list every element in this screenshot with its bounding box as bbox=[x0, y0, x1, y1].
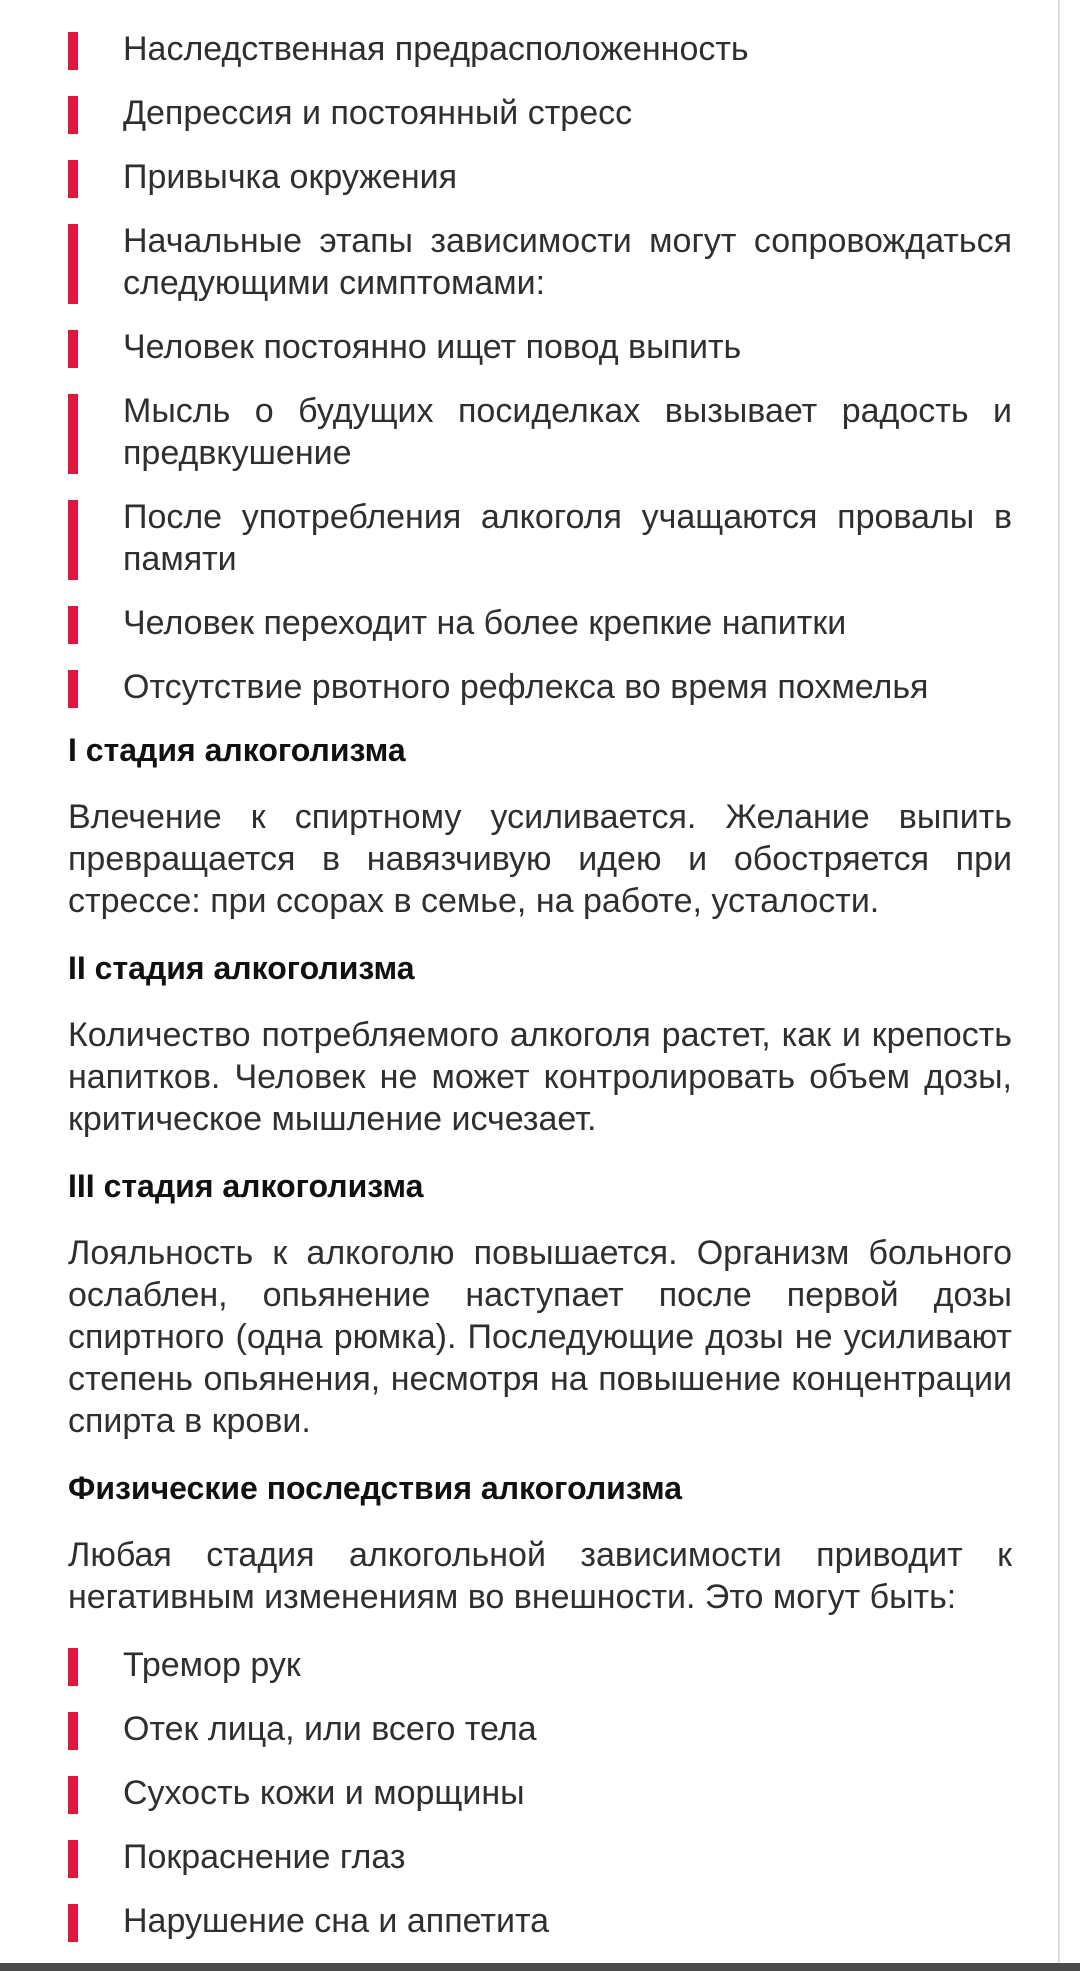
list-marker bbox=[68, 96, 78, 134]
list-item bbox=[68, 602, 1012, 644]
list-item bbox=[68, 1836, 1012, 1878]
list-item bbox=[68, 496, 1012, 580]
list-item-text: Отсутствие рвотного рефлекса во время похмелья bbox=[123, 668, 929, 706]
list-item-text: Отек лица, или всего тела bbox=[123, 1710, 537, 1748]
list-marker bbox=[68, 394, 78, 474]
stage2-paragraph: Количество потребляемого алкоголя растет, как и крепость напитков. Человек не может контролировать объем дозы, критическое мышление исчезает. bbox=[68, 1016, 1012, 1138]
list-marker bbox=[68, 606, 78, 644]
list-marker bbox=[68, 1776, 78, 1814]
list-marker bbox=[68, 1904, 78, 1942]
list-item-text: Начальные этапы зависимости могут сопровождаться следующими симптомами: bbox=[123, 222, 1012, 302]
list-item bbox=[68, 28, 1012, 70]
list-marker bbox=[68, 1840, 78, 1878]
list-marker bbox=[68, 32, 78, 70]
list-item-text: Сухость кожи и морщины bbox=[123, 1774, 525, 1812]
list-item-text: Покраснение глаз bbox=[123, 1838, 406, 1876]
list-item-text: Мысль о будущих посиделках вызывает радость и предвкушение bbox=[123, 392, 1012, 472]
list-marker bbox=[68, 330, 78, 368]
physical-symptoms-list bbox=[68, 1644, 1012, 1942]
list-item-text: Депрессия и постоянный стресс bbox=[123, 94, 633, 132]
list-item bbox=[68, 1644, 1012, 1686]
stage3-heading: III стадия алкоголизма bbox=[68, 1168, 424, 1204]
risk-factors-list bbox=[68, 28, 1012, 708]
list-marker bbox=[68, 1648, 78, 1686]
list-item bbox=[68, 1708, 1012, 1750]
list-marker bbox=[68, 160, 78, 198]
list-item-text: Нарушение сна и аппетита bbox=[123, 1902, 550, 1940]
list-item-text: Тремор рук bbox=[123, 1646, 301, 1684]
list-marker bbox=[68, 1712, 78, 1750]
list-item-text: Человек постоянно ищет повод выпить bbox=[123, 328, 742, 366]
list-marker bbox=[68, 500, 78, 580]
list-item bbox=[68, 92, 1012, 134]
list-item bbox=[68, 220, 1012, 304]
list-item bbox=[68, 1772, 1012, 1814]
list-item-text: Наследственная предрасположенность bbox=[123, 30, 749, 68]
article-content bbox=[68, 28, 1012, 1964]
list-item bbox=[68, 1900, 1012, 1942]
stage1-heading: I стадия алкоголизма bbox=[68, 732, 406, 768]
screen-bottom-edge bbox=[0, 1963, 1080, 1971]
stage3-paragraph: Лояльность к алкоголю повышается. Организм больного ослаблен, опьянение наступает после первой дозы спиртного (одна рюмка). Последующие дозы не усиливают степень опьянения, несмотря на повышение концентрации спирта в крови. bbox=[68, 1234, 1012, 1440]
list-item bbox=[68, 666, 1012, 708]
list-item bbox=[68, 390, 1012, 474]
list-item bbox=[68, 156, 1012, 198]
physical-consequences-paragraph: Любая стадия алкогольной зависимости приводит к негативным изменениям во внешности. Это могут быть: bbox=[68, 1536, 1012, 1616]
stage2-heading: II стадия алкоголизма bbox=[68, 950, 415, 986]
list-marker bbox=[68, 670, 78, 708]
list-marker bbox=[68, 224, 78, 304]
list-item bbox=[68, 326, 1012, 368]
list-item-text: Привычка окружения bbox=[123, 158, 458, 196]
physical-consequences-heading: Физические последствия алкоголизма bbox=[68, 1470, 682, 1506]
list-item-text: После употребления алкоголя учащаются провалы в памяти bbox=[123, 498, 1012, 578]
stage1-paragraph: Влечение к спиртному усиливается. Желание выпить превращается в навязчивую идею и обостряется при стрессе: при ссорах в семье, на работе, усталости. bbox=[68, 798, 1012, 920]
list-item-text: Человек переходит на более крепкие напитки bbox=[123, 604, 847, 642]
